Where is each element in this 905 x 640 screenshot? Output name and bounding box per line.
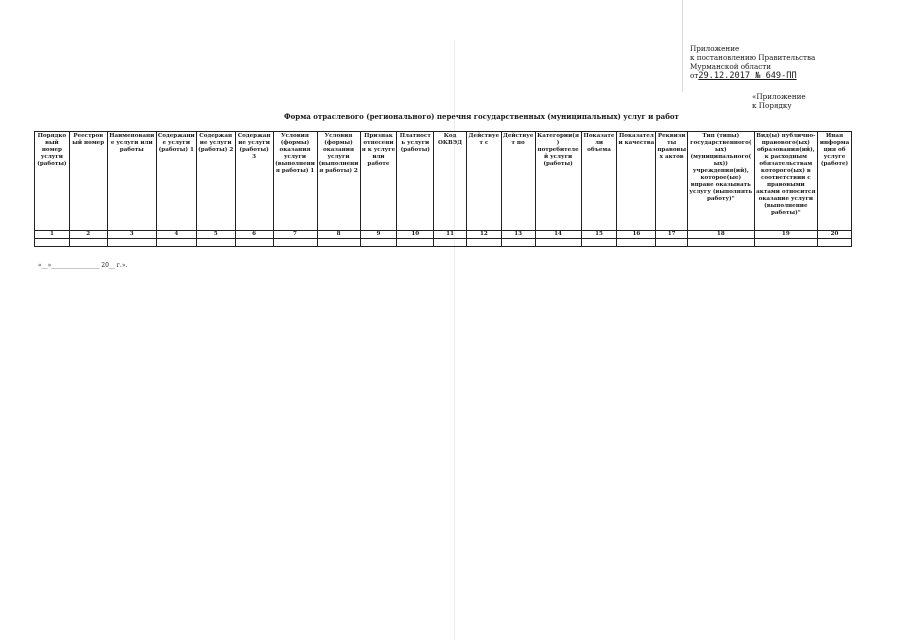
column-header: Тип (типы) государственного(ых) (муниципального(ых)) учреждения(ий), которое(ые) вправе оказывать услугу (выполнять работу)" bbox=[688, 132, 755, 231]
column-number: 14 bbox=[535, 231, 581, 239]
column-header: Категории(я) потребителей услуги (работы) bbox=[535, 132, 581, 231]
table-cell bbox=[581, 239, 617, 247]
table-cell bbox=[688, 239, 755, 247]
column-number: 19 bbox=[754, 231, 817, 239]
table-cell bbox=[818, 239, 852, 247]
table-cell bbox=[156, 239, 196, 247]
resolution-date: 29.12.2017 № 649-ПП bbox=[698, 71, 797, 81]
column-number: 18 bbox=[688, 231, 755, 239]
column-number: 17 bbox=[656, 231, 688, 239]
column-number: 2 bbox=[69, 231, 107, 239]
appendix-line: Мурманской области bbox=[690, 62, 772, 71]
appendix-order-line: к Порядку bbox=[752, 101, 792, 110]
column-number: 4 bbox=[156, 231, 196, 239]
table-cell bbox=[535, 239, 581, 247]
table-cell bbox=[69, 239, 107, 247]
column-number: 16 bbox=[617, 231, 656, 239]
column-header: Действует по bbox=[501, 132, 535, 231]
column-header: Содержание услуги (работы) 2 bbox=[196, 132, 235, 231]
appendix-order-block bbox=[752, 92, 806, 110]
date-prefix: от bbox=[690, 71, 699, 80]
column-header: Вид(ы) публично-правового(ых) образования(ий), к расходным обязательствам которого(ых) в соответствии с правовыми актами относится оказание услуги (выполнение работы)" bbox=[754, 132, 817, 231]
column-number: 20 bbox=[818, 231, 852, 239]
column-header: Порядковый номер услуги (работы) bbox=[35, 132, 70, 231]
column-header: Условия (формы) оказания услуги (выполнения работы) 1 bbox=[273, 132, 317, 231]
table-cell bbox=[35, 239, 70, 247]
column-number-row bbox=[35, 231, 852, 239]
column-number: 13 bbox=[501, 231, 535, 239]
scan-fold-line bbox=[682, 0, 683, 92]
appendix-block bbox=[690, 44, 815, 81]
table-cell bbox=[434, 239, 467, 247]
column-number: 7 bbox=[273, 231, 317, 239]
column-header: Условия (формы) оказания услуги (выполнения работы) 2 bbox=[317, 132, 360, 231]
appendix-line: Приложение bbox=[690, 44, 740, 53]
table-cell bbox=[360, 239, 397, 247]
column-number: 5 bbox=[196, 231, 235, 239]
table-cell bbox=[397, 239, 434, 247]
table-cell bbox=[466, 239, 501, 247]
appendix-order-line: «Приложение bbox=[752, 92, 806, 101]
column-number: 11 bbox=[434, 231, 467, 239]
column-number: 10 bbox=[397, 231, 434, 239]
table-row bbox=[35, 239, 852, 247]
column-number: 8 bbox=[317, 231, 360, 239]
column-header: Показатели объема bbox=[581, 132, 617, 231]
table-cell bbox=[317, 239, 360, 247]
services-table bbox=[34, 131, 852, 247]
table-cell bbox=[273, 239, 317, 247]
table-cell bbox=[196, 239, 235, 247]
table-cell bbox=[754, 239, 817, 247]
column-header: Код ОКВЭД bbox=[434, 132, 467, 231]
column-header: Иная информация об услуге (работе) bbox=[818, 132, 852, 231]
column-number: 15 bbox=[581, 231, 617, 239]
form-title: Форма отраслевого (регионального) перечня государственных (муниципальных) услуг и работ bbox=[284, 112, 679, 121]
scan-fold-line bbox=[454, 40, 455, 640]
column-number: 6 bbox=[235, 231, 273, 239]
column-number: 9 bbox=[360, 231, 397, 239]
column-number: 12 bbox=[466, 231, 501, 239]
column-header: Наименование услуги или работы bbox=[107, 132, 156, 231]
column-header: Признак отнесения к услуге или работе bbox=[360, 132, 397, 231]
column-number: 3 bbox=[107, 231, 156, 239]
table-cell bbox=[235, 239, 273, 247]
table-cell bbox=[617, 239, 656, 247]
column-header: Реестровый номер bbox=[69, 132, 107, 231]
column-header: Показатели качества bbox=[617, 132, 656, 231]
column-header: Платность услуги (работы) bbox=[397, 132, 434, 231]
appendix-line: к постановлению Правительства bbox=[690, 53, 816, 62]
column-header: Действует с bbox=[466, 132, 501, 231]
header-row bbox=[35, 132, 852, 231]
resolution-date-line bbox=[690, 71, 815, 81]
table-cell bbox=[656, 239, 688, 247]
column-header: Содержание услуги (работы) 1 bbox=[156, 132, 196, 231]
column-header: Содержание услуги (работы) 3 bbox=[235, 132, 273, 231]
column-header: Реквизиты правовых актов bbox=[656, 132, 688, 231]
table-cell bbox=[501, 239, 535, 247]
signature-date-line: «__»________________ 20__ г.». bbox=[38, 262, 128, 269]
column-number: 1 bbox=[35, 231, 70, 239]
table-cell bbox=[107, 239, 156, 247]
